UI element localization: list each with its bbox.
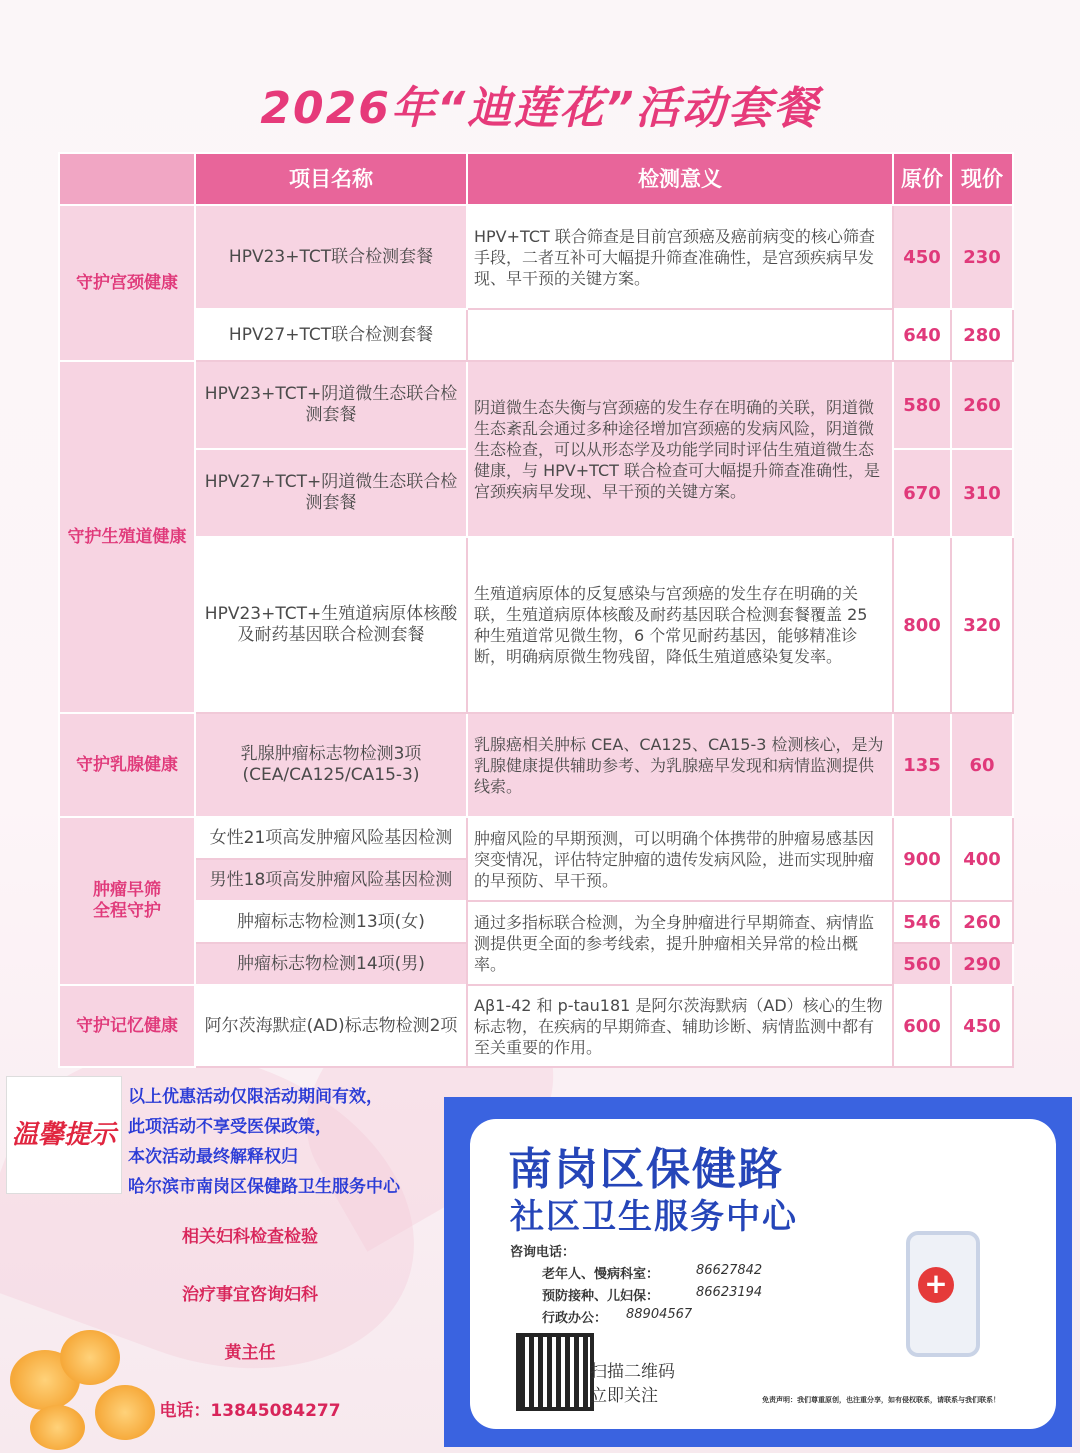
current-price: 230 <box>951 205 1013 309</box>
contact-person: 黄主任 <box>224 1343 276 1363</box>
package-name: HPV23+TCT联合检测套餐 <box>195 205 467 309</box>
header-current-price: 现价 <box>951 153 1013 205</box>
notice-line: 哈尔滨市南岗区保健路卫生服务中心 <box>128 1177 400 1197</box>
clinic-card-panel <box>470 1119 1056 1429</box>
original-price: 580 <box>893 361 951 449</box>
phone-number[interactable]: 86623194 <box>696 1285 763 1300</box>
warm-reminder-text: 温馨提示 <box>11 1120 116 1150</box>
current-price: 60 <box>951 713 1013 817</box>
flower-decoration <box>95 1385 155 1440</box>
package-name: HPV27+TCT+阴道微生态联合检测套餐 <box>195 449 467 537</box>
package-name: 男性18项高发肿瘤风险基因检测 <box>195 859 467 901</box>
table-row <box>59 537 1013 713</box>
warm-reminder-badge <box>6 1076 122 1194</box>
current-price: 450 <box>951 985 1013 1067</box>
category-breast: 守护乳腺健康 <box>59 713 195 817</box>
table-row <box>59 713 1013 817</box>
phone-label: 预防接种、儿妇保： <box>542 1289 660 1304</box>
original-price: 546 <box>893 901 951 943</box>
disclaimer: 免责声明：我们尊重原创，也注重分享，如有侵权联系，请联系与我们联系！ <box>762 1396 1000 1404</box>
original-price: 560 <box>893 943 951 985</box>
consult-label: 咨询电话： <box>510 1245 576 1260</box>
header-project-name: 项目名称 <box>195 153 467 205</box>
clinic-name-line1: 南岗区保健路 <box>508 1144 784 1195</box>
current-price: 290 <box>951 943 1013 985</box>
current-price: 310 <box>951 449 1013 537</box>
package-name: HPV23+TCT+生殖道病原体核酸及耐药基因联合检测套餐 <box>195 537 467 713</box>
current-price: 400 <box>951 817 1013 901</box>
table-row <box>59 205 1013 309</box>
original-price: 135 <box>893 713 951 817</box>
notice-line: 以上优惠活动仅限活动期间有效， <box>128 1087 383 1107</box>
flower-decoration <box>30 1405 85 1450</box>
package-description: 乳腺癌相关肿标 CEA、CA125、CA15-3 检测核心，是为乳腺健康提供辅助参考、为乳腺癌早发现和病情监测提供线索。 <box>467 713 893 817</box>
current-price: 280 <box>951 309 1013 361</box>
package-name: 乳腺肿瘤标志物检测3项(CEA/CA125/CA15-3) <box>195 713 467 817</box>
table-row <box>59 985 1013 1067</box>
notice-lines <box>128 1082 400 1202</box>
original-price: 900 <box>893 817 951 901</box>
phone-label: 老年人、慢病科室： <box>542 1267 660 1282</box>
table-header-row <box>59 153 1013 205</box>
contact-phone[interactable]: 电话：13845084277 <box>159 1401 341 1421</box>
phone-number[interactable]: 88904567 <box>626 1307 693 1322</box>
package-description: 生殖道病原体的反复感染与宫颈癌的发生存在明确的关联，生殖道病原体核酸及耐药基因联合检测套餐覆盖 25 种生殖道常见微生物，6 个常见耐药基因，能够精准诊断，明确病原微生物残留，降低生殖道感染复发率。 <box>467 537 893 713</box>
category-cervical: 守护宫颈健康 <box>59 205 195 361</box>
package-name: 肿瘤标志物检测14项(男) <box>195 943 467 985</box>
header-original-price: 原价 <box>893 153 951 205</box>
table-row <box>59 309 1013 361</box>
flower-decoration <box>60 1330 120 1385</box>
header-test-meaning: 检测意义 <box>467 153 893 205</box>
current-price: 260 <box>951 901 1013 943</box>
current-price: 320 <box>951 537 1013 713</box>
original-price: 450 <box>893 205 951 309</box>
package-name: 阿尔茨海默症(AD)标志物检测2项 <box>195 985 467 1067</box>
package-description: HPV+TCT 联合筛查是目前宫颈癌及癌前病变的核心筛查手段，二者互补可大幅提升筛查准确性，是宫颈疾病早发现、早干预的关键方案。 <box>467 205 893 309</box>
clinic-card <box>444 1097 1072 1447</box>
table-row <box>59 361 1013 449</box>
page-title: 2026年“迪莲花”活动套餐 <box>260 83 820 134</box>
package-name: 肿瘤标志物检测13项(女) <box>195 901 467 943</box>
original-price: 670 <box>893 449 951 537</box>
current-price: 260 <box>951 361 1013 449</box>
package-description: 通过多指标联合检测，为全身肿瘤进行早期筛查、病情监测提供更全面的参考线索，提升肿瘤相关异常的检出概率。 <box>467 901 893 985</box>
notice-line: 此项活动不享受医保政策， <box>128 1117 332 1137</box>
contact-line: 治疗事宜咨询妇科 <box>182 1285 318 1305</box>
category-tumor: 肿瘤早筛 全程守护 <box>59 817 195 985</box>
clinic-name-line2: 社区卫生服务中心 <box>510 1197 798 1237</box>
category-reproductive: 守护生殖道健康 <box>59 361 195 713</box>
table-row <box>59 817 1013 859</box>
header-blank <box>59 153 195 205</box>
qr-code-image[interactable] <box>516 1333 594 1411</box>
phone-number[interactable]: 86627842 <box>696 1263 763 1278</box>
notice-line: 本次活动最终解释权归 <box>128 1147 298 1167</box>
follow-text: 立即关注 <box>590 1386 658 1406</box>
package-name: HPV27+TCT联合检测套餐 <box>195 309 467 361</box>
package-description: 阴道微生态失衡与宫颈癌的发生存在明确的关联，阴道微生态紊乱会通过多种途径增加宫颈癌的发病风险，阴道微生态检查，可以从形态学及功能学同时评估生殖道微生态健康，与 HPV+TCT 联合检查可大幅提升筛查准确性，是宫颈疾病早发现、早干预的关键方案。 <box>467 361 893 537</box>
category-memory: 守护记忆健康 <box>59 985 195 1067</box>
table-row <box>59 901 1013 943</box>
original-price: 640 <box>893 309 951 361</box>
package-description-empty <box>467 309 893 361</box>
package-name: HPV23+TCT+阴道微生态联合检测套餐 <box>195 361 467 449</box>
package-name: 女性21项高发肿瘤风险基因检测 <box>195 817 467 859</box>
phone-label: 行政办公： <box>542 1311 608 1326</box>
package-table <box>58 152 1014 1068</box>
package-description: 肿瘤风险的早期预测，可以明确个体携带的肿瘤易感基因突变情况，评估特定肿瘤的遗传发病风险，进而实现肿瘤的早预防、早干预。 <box>467 817 893 901</box>
scan-text: 扫描二维码 <box>590 1362 675 1382</box>
original-price: 800 <box>893 537 951 713</box>
original-price: 600 <box>893 985 951 1067</box>
medical-cross-icon: + <box>918 1267 954 1303</box>
contact-line: 相关妇科检查检验 <box>182 1227 318 1247</box>
package-description: Aβ1-42 和 p-tau181 是阿尔茨海默病（AD）核心的生物标志物，在疾病的早期筛查、辅助诊断、病情监测中都有至关重要的作用。 <box>467 985 893 1067</box>
